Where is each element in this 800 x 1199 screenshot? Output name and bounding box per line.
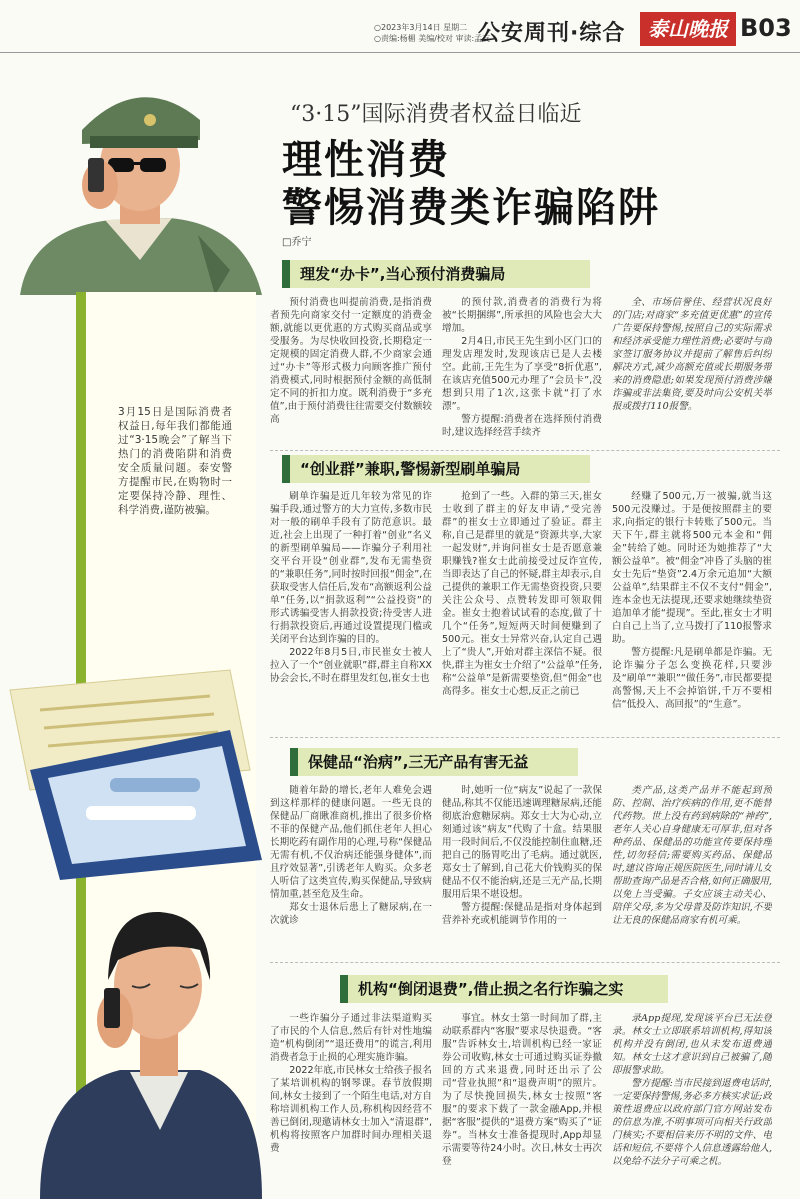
paragraph: 经赚了500元,万一被骗,就当这500元没赚过。于是便按照群主的要求,向指定的银行卡转账了500元。当天下午,群主就将500元本金和“佣金”转给了她。同时还为她推荐了“大额公益单”。被“佣金”冲昏了头脑的崔女士先后“垫资”2.4万余元追加“大额公益单”,结果群主不仅不支付“佣金”,连本金也无法提现,还要求她继续垫资追加单才能“提现”。至此,崔女士才明白自己上当了,立马拨打了110报警求助。 [612,491,772,645]
paragraph: 时,她听一位“病友”说起了一款保健品,称其不仅能迅速调理糖尿病,还能彻底治愈糖尿病。郑女士大为心动,立刻通过该“病友”代购了十盒。结果服用一段时间后,不仅没能控制住血糖,还把自己的肠胃吃出了毛病。通过就医,郑女士了解到,自己花大价钱购买的保健品不仅不能治病,还是三无产品,长期服用后果不堪设想。 [442,785,602,900]
police-illustration [0,60,270,300]
paragraph: 2022年8月5日,市民崔女士被人拉入了一个“创业就职”群,群主自称XX协会会长,不时在群里发红包,崔女士也 [270,647,432,684]
section-3-col-1 [270,784,432,956]
section-divider [270,450,780,451]
section-2-col-2 [442,490,602,735]
headline-line-1: 理性消费 [282,137,450,183]
paragraph: 录App提现,发现该平台已无法登录。林女士立即联系培训机构,得知该机构并没有倒闭,也从未发布退费通知。林女士这才意识到自己被骗了,随即报警求助。 [612,1013,772,1076]
section-1-title: 理发“办卡”,当心预付消费骗局 [300,265,506,283]
article-intro: 3月15日是国际消费者权益日,每年我们都能通过“3·15晚会”了解当下热门的消费陷阱和消费安全质量问题。泰安警方提醒市民,在购物时一定要保持冷静、理性、科学消费,谨防被骗。 [118,406,232,516]
paragraph: 的预付款,消费者的消费行为将被“长期捆绑”,所承担的风险也会大大增加。 [442,297,602,334]
paragraph: 抢到了一些。入群的第三天,崔女士收到了群主的好友申请,“受完善群”的崔女士立即通过了验证。群主称,自己是群里的就是“资源共享,大家一起发财”,并询问崔女士是否愿意兼职赚钱?崔女士此前接受过反诈宣传,当即表达了自己的怀疑,群主却表示,自己提供的兼职工作无需垫资投资,只要关注公众号、点赞转发即可领取佣金。崔女士抱着试试看的态度,做了十几个“任务”,短短两天时间便赚到了500元。崔女士异常兴奋,认定自己遇上了“贵人”,开始对群主深信不疑。很快,群主为崔女士介绍了“公益单”任务,称“公益单”是新需要垫资,但“佣金”也高得多。崔女士心想,反正之前已 [442,491,602,697]
paragraph: 警方提醒:凡是刷单都是诈骗。无论诈骗分子怎么变换花样,只要涉及“刷单”“兼职”“做任务”,市民都要提高警惕,天上不会掉馅饼,千万不要相信“低投入、高回报”的“生意”。 [612,647,772,710]
paragraph: 2022年底,市民林女士给孩子报名了某培训机构的钢琴课。春节放假期间,林女士接到了一个陌生电话,对方自称培训机构工作人员,称机构因经营不善已倒闭,现邀请林女士加入“清退群”,机构将按照客户加群时间办理相关退费 [270,1065,432,1154]
editors-line: ○责编:杨楣 美编/校对 审读:孟友 [374,34,491,43]
paragraph: 警方提醒:保健品是指对身体起到营养补充或机能调节作用的一 [442,902,602,926]
byline: □乔宁 [282,237,312,248]
section-4-col-2 [442,1012,602,1190]
paragraph: 警方提醒:消费者在选择预付消费时,建议选择经营手续齐 [442,414,602,438]
paragraph: 事宜。林女士第一时间加了群,主动联系群内“客服”要求尽快退费。“客服”告诉林女士,培训机构已经一家证券公司收购,林女士可通过购买证券撤回的方式来退费,同时还出示了公司“营业执照”和“退费声明”的照片。为了尽快挽回损失,林女士按照“客服”的要求下载了一款金融App,并根据“客服”提供的“退费方案”购买了“证券”。当林女士准备提现时,App却显示需要等待24小时。次日,林女士再次登 [442,1013,602,1167]
paragraph: 刷单诈骗是近几年较为常见的诈骗手段,通过警方的大力宣传,多数市民对一般的刷单手段有了防范意识。最近,社会上出现了一种打着“创业”名义的新型刷单骗局——诈骗分子利用社交平台开设“创业群”,发布无需垫资的“兼职任务”,同时按时回报“佣金”,在获取受害人信任后,发布“高额返利公益单”任务,以“捐款返利”“公益投资”的形式诱骗受害人捐款投资;待受害人进行捐款投资后,再通过设置提现门槛或关闭平台达到诈骗的目的。 [270,491,432,645]
masthead-rule [0,52,800,53]
worried-woman-illustration [0,790,270,1199]
page-number: B03 [740,14,792,42]
section-3-col-2 [442,784,602,956]
section-4-title: 机构“倒闭退费”,借止损之名行诈骗之实 [358,980,624,998]
issue-date: ○2023年3月14日 星期二 [374,23,468,32]
section-divider [270,962,780,963]
paragraph: 预付消费也叫提前消费,是指消费者预先向商家交付一定额度的消费金额,就能以更优惠的方式购买商品或享受服务。为尽快收回投资,长期稳定一定规模的固定消费人群,不少商家会通过“办卡”等形式极力向顾客推广预付消费模式,同时根据预付金额的高低制定不同的折扣力度。既利消费于“多充值”,由于预付消费往往需要交付数额较高 [270,297,432,425]
section-1-col-2 [442,296,602,448]
paragraph: 类产品,这类产品并不能起到预防、控制、治疗疾病的作用,更不能替代药物。世上没有药到病除的“神药”,老年人关心自身健康无可厚非,但对各种药品、保健品的功能宣传要保持理性,切勿轻信;需要购买药品、保健品时,建议咨询正规医院医生,同时请儿女帮助查询产品是否合格,如何正确服用,以免上当受骗。子女应该主动关心、陪伴父母,多为父母普及防诈知识,不要让无良的保健品商家有机可乘。 [612,785,772,926]
section-4-col-1 [270,1012,432,1190]
masthead-meta [374,22,490,44]
newspaper-logo: 泰山晚报 [640,12,736,46]
paragraph: 郑女士退休后患上了糖尿病,在一次就诊 [270,902,432,926]
section-2-col-1 [270,490,432,735]
paragraph: 随着年龄的增长,老年人难免会遇到这样那样的健康问题。一些无良的保健品厂商瞅准商机,推出了很多价格不菲的保健产品,他们抓住老年人担心长期吃药有副作用的心理,号称“保健品无需有机,不仅治病还能强身健体”,而且疗效显著”,引诱老年人购买。众多老人听信了这类宣传,购买保健品,导致病情加重,甚至危及生命。 [270,785,432,900]
section-2-title: “创业群”兼职,警惕新型刷单骗局 [300,460,521,478]
paragraph: 全、市场信誉佳、经营状况良好的门店;对商家“多充值更优惠”的宣传广告要保持警惕,按照自己的实际需求和经济承受能力理性消费;必要时与商家签订服务协议并提前了解售后纠纷解决方式,减少高额充值或长期服务带来的消费隐患;如果发现预付消费涉嫌诈骗或非法集资,要及时向公安机关举报或拨打110报警。 [612,297,772,412]
section-divider [270,737,780,738]
paragraph: 2月4日,市民王先生到小区门口的理发店理发时,发现该店已是人去楼空。此前,王先生为了享受“8折优惠”,在该店充值500元办理了“会员卡”,没想到只用了1次,这张卡就“打了水漂”。 [442,336,602,412]
section-3-title: 保健品“治病”,三无产品有害无益 [308,753,529,771]
section-3-col-3 [612,784,772,956]
article-kicker: “3·15”国际消费者权益日临近 [290,102,582,127]
section-1-col-1 [270,296,432,448]
section-4-header [340,975,668,1003]
section-1-header [282,260,590,288]
paragraph: 一些诈骗分子通过非法渠道购买了市民的个人信息,然后有针对性地编造“机构倒闭”“退还费用”的谎言,利用消费者急于止损的心理实施诈骗。 [270,1013,432,1063]
section-1-col-3 [612,296,772,448]
section-3-header [290,748,578,776]
section-4-col-3 [612,1012,772,1190]
section-2-col-3 [612,490,772,735]
paragraph: 警方提醒:当市民接到退费电话时,一定要保持警惕,务必多方核实求证;政策性退费应以政府部门官方网站发布的信息为准,不明事项可向相关行政部门核实;不要相信来历不明的文件、电话和短信,不要将个人信息透露给他人,以免给不法分子可乘之机。 [612,1078,772,1167]
section-name: 公安周刊·综合 [478,21,626,46]
section-2-header [282,455,590,483]
headline-line-2: 警惕消费类诈骗陷阱 [282,185,660,231]
